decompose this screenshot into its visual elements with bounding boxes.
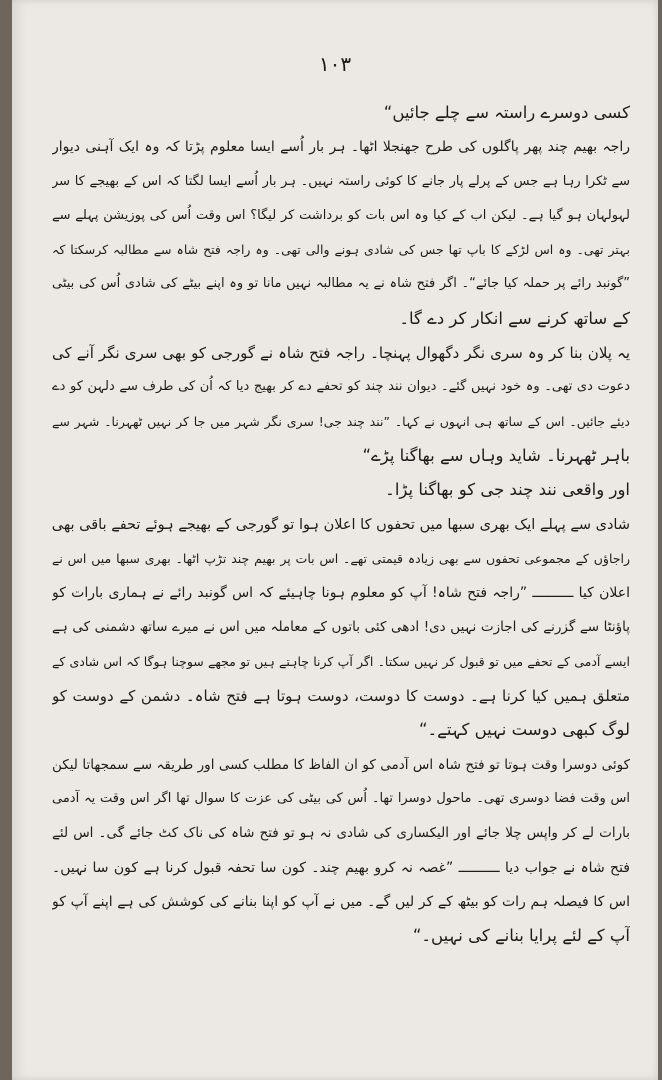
book-page	[12, 0, 658, 1080]
text-line: سے ٹکرا رہا ہے جس کے پرلے پار جانے کا کوئی راستہ نہیں۔ ہر بار اُسے ایسا لگتا کہ اس کے بھیجے کا سر	[52, 173, 630, 189]
text-line: راجاؤں کے مجموعی تحفوں سے بھی زیادہ قیمتی تھے۔ اس بات پر بھیم چند تڑپ اٹھا۔ بھری سبھا میں اس نے	[52, 550, 630, 566]
text-line: پاؤنٹا سے گزرنے کی اجازت نہیں دی! ادھی کئی باتوں کے معاملہ میں اس نے میرے ساتھ دشمنی کی ہے	[52, 619, 630, 636]
text-line: ایسے آدمی کے تحفے میں تو قبول کر نہیں سکتا۔ اگر آپ کرنا چاہتے ہیں تو مجھے سوچنا ہوگا کہ اس شادی کے	[52, 653, 630, 669]
page-text-body	[52, 96, 630, 953]
text-line: متعلق ہمیں کیا کرنا ہے۔ دوست کا دوست، دوست ہوتا ہے فتح شاہ۔ دشمن کے دوست کو	[52, 687, 630, 706]
text-line: اعلان کیا ــــــــــ ”راجہ فتح شاہ! آپ کو معلوم ہونا چاہیئے کہ اس گونبد رائے نے ہماری بارات کو	[52, 585, 630, 602]
text-line: یہ پلان بنا کر وہ سری نگر دگھوال پہنچا۔ راجہ فتح شاہ نے گورجی کو بھی سری نگر آنے کی	[52, 344, 630, 363]
text-line: آپ کے لئے پرایا بنانے کی نہیں۔“	[412, 926, 630, 946]
text-line: لہولہان ہو گیا ہے۔ لیکن اب کے کیا وہ اس بات کو برداشت کر لیگا؟ اس وقت اُس کی پوزیشن پہلے سے	[52, 207, 630, 223]
text-line: دیئے جائیں۔ اس کے ساتھ ہی انہوں نے کہا۔ ”نند چند جی! سری نگر شہر میں جا کر نہیں ٹھہرنا۔ شہر سے	[52, 413, 630, 429]
text-line: راجہ بھیم چند پھر پاگلوں کی طرح جھنجلا اٹھا۔ ہر بار اُسے ایسا معلوم پڑتا کہ وہ ایک آہنی دیوار	[52, 139, 630, 156]
text-line: اور واقعی نند چند جی کو بھاگنا پڑا۔	[385, 480, 630, 500]
page-number: ١٠٣	[318, 52, 352, 76]
text-line: اس وقت فضا دوسری تھی۔ ماحول دوسرا تھا۔ اُس کی بیٹی کی عزت کا سوال تھا اگر اس وقت یہ آدمی	[52, 790, 630, 806]
text-line: کوئی دوسرا وقت ہوتا تو فتح شاہ اس آدمی کو ان الفاظ کا مطلب کسی اور طریقہ سے سمجھاتا لیکن	[52, 756, 630, 773]
text-line: ”گونبد رائے پر حملہ کیا جائے“۔ اگر فتح شاہ نے یہ مطالبہ نہیں مانا تو وہ اپنے بیٹے کی شادی اُس کی بیٹی	[52, 276, 630, 292]
text-line: باہر ٹھہرنا۔ شاید وہاں سے بھاگنا پڑے“	[362, 445, 630, 465]
text-line: دعوت دی تھی۔ وہ خود نہیں گئے۔ دیوان نند چند کو تحفے دے کر بھیج دیا کہ اُن کی طرف سے دلہن کو دے	[52, 379, 630, 395]
text-line: فتح شاہ نے جواب دیا ــــــــــ ”غصہ نہ کرو بھیم چند۔ کون سا تحفہ قبول کرنا ہے کون سا نہیں۔	[52, 859, 630, 876]
text-line: بہتر تھی۔ وہ اس لڑکے کا باپ تھا جس کی شادی ہونے والی تھی۔ وہ راجہ فتح شاہ سے مطالبہ کرسکتا کہ	[52, 242, 630, 258]
text-line: کے ساتھ کرنے سے انکار کر دے گا۔	[399, 308, 630, 328]
text-line: کسی دوسرے راستہ سے چلے جائیں“	[383, 103, 630, 122]
text-line: اس کا فیصلہ ہم رات کو بیٹھ کے کر لیں گے۔ میں نے آپ کو اپنا بنانے کی کوشش کی ہے اپنے آپ کو	[52, 893, 630, 910]
text-line: بارات لے کر واپس چلا جائے اور الیکساری کی شادی نہ ہو تو فتح شاہ کی ناک کٹ جائے گی۔ اس لئے	[52, 825, 630, 842]
text-line: شادی سے پہلے ایک بھری سبھا میں تحفوں کا اعلان ہوا تو گورجی کے بھیجے ہوئے تحفے باقی بھی	[52, 516, 630, 533]
text-line: لوگ کبھی دوست نہیں کہتے۔“	[418, 720, 630, 740]
